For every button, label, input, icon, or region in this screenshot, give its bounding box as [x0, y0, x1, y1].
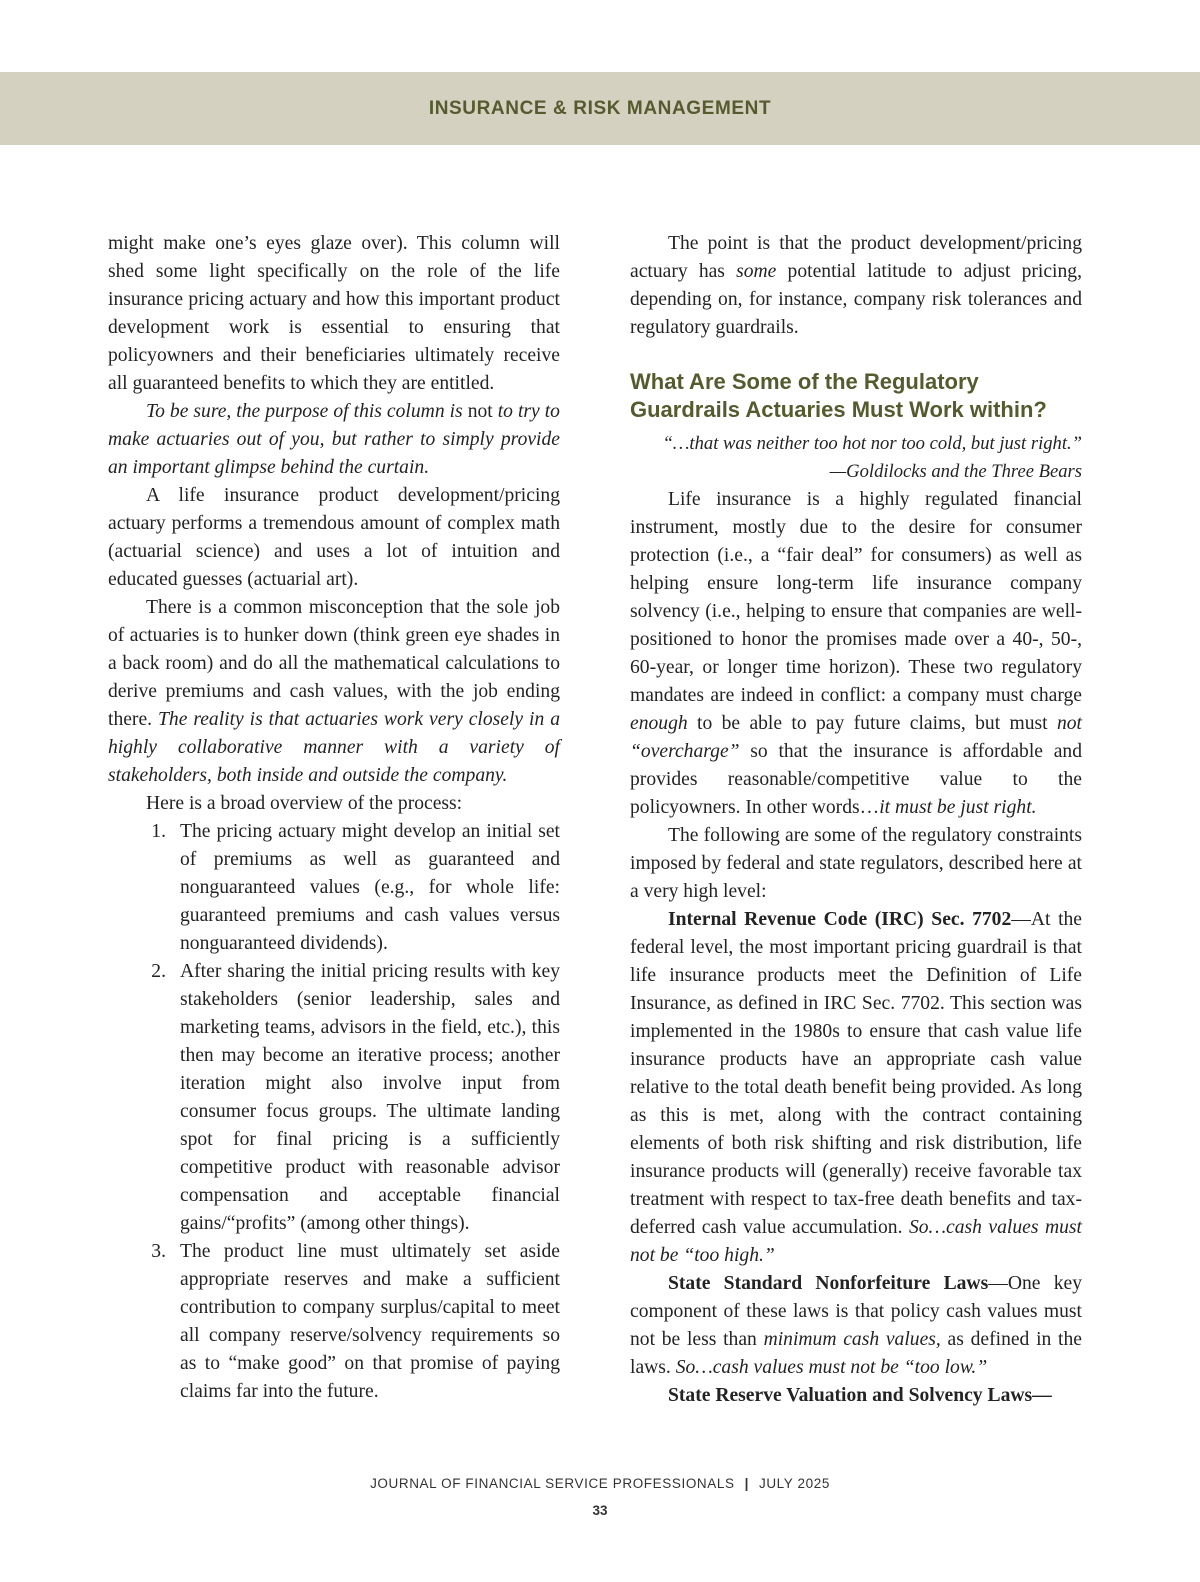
- list-text: The product line must ultimately set aside appropriate reserves and make a sufficient contribution to company surplus/capital to meet all company reserve/solvency requirements so as to “make good” on that promise of paying claims far into the future.: [180, 1241, 560, 1402]
- text: —At the federal level, the most important pricing guardrail is that life insurance products meet the Definition of Life Insurance, as defined in IRC Sec. 7702. This section was implemented in the 1980s to ensure that cash value life insurance products have an appropriate cash value relative to the total death benefit being provided. As long as this is met, along with the contract containing elements of both risk shifting and risk distribution, life insurance products will (generally) receive favorable tax treatment with respect to tax-free death benefits and tax-deferred cash value accumulation.: [630, 909, 1082, 1238]
- bold-text: Internal Revenue Code (IRC) Sec. 7702: [668, 909, 1012, 930]
- paragraph: might make one’s eyes glaze over). This column will shed some light specifically on the role of the life insurance pricing actuary and how this important product development work is essential to ensuring that policyowners and their beneficiaries ultimately receive all guaranteed benefits to which they are entitled.: [108, 233, 560, 394]
- list-number: 1.: [151, 821, 166, 842]
- page-number: 33: [592, 1503, 608, 1518]
- list-item: [108, 1238, 560, 1406]
- left-column: [108, 230, 560, 1406]
- text: to be able to pay future claims, but must: [687, 713, 1057, 734]
- list-number: 2.: [151, 961, 166, 982]
- paragraph: [630, 906, 1082, 1270]
- italic-text: To be sure, the purpose of this column is: [146, 401, 463, 422]
- text: The point is that the product development/pricing actuary has: [630, 233, 1082, 282]
- right-column: [630, 230, 1082, 1410]
- italic-text: not “overcharge”: [630, 713, 1082, 762]
- paragraph: A life insurance product development/pricing actuary performs a tremendous amount of complex math (actuarial science) and uses a lot of intuition and educated guesses (actuarial art).: [108, 485, 560, 590]
- italic-text: enough: [630, 713, 688, 734]
- list-text: The pricing actuary might develop an initial set of premiums as well as guaranteed and nonguaranteed values (e.g., for whole life: guaranteed premiums and cash values versus nonguaranteed dividends).: [180, 821, 560, 954]
- list-number: 3.: [151, 1241, 166, 1262]
- paragraph: Here is a broad overview of the process:: [146, 793, 463, 814]
- paragraph: [630, 486, 1082, 822]
- section-label: INSURANCE & RISK MANAGEMENT: [428, 97, 772, 119]
- italic-text: So…cash values must not be “too low.”: [675, 1357, 988, 1378]
- text: There is a common misconception that the sole job of actuaries is to hunker down (think green eye shades in a back room) and do all the mathematical calculations to derive premiums and cash values, with the job ending there.: [108, 597, 560, 730]
- text: —: [1032, 1385, 1052, 1406]
- journal-name: JOURNAL OF FINANCIAL SERVICE PROFESSIONALS: [370, 1476, 735, 1491]
- text: potential latitude to adjust pricing, depending on, for instance, company risk tolerances and regulatory guardrails.: [630, 261, 1082, 338]
- list-item: [108, 818, 560, 958]
- text: —One key component of these laws is that policy cash values must not be less than: [630, 1273, 1082, 1350]
- list-item: [108, 958, 560, 1238]
- text: not: [462, 401, 498, 422]
- epigraph-quote: “…that was neither too hot nor too cold, but just right.”: [662, 433, 1082, 454]
- footer-separator: |: [744, 1476, 749, 1491]
- bold-text: State Standard Nonforfeiture Laws: [668, 1273, 989, 1294]
- text: as defined in the laws.: [630, 1329, 1082, 1378]
- italic-text: So…cash values must not be “too high.”: [630, 1217, 1082, 1266]
- text: so that the insurance is affordable and provides reasonable/competitive value to the policyowners. In other words…: [630, 741, 1082, 818]
- section-header-band: [0, 72, 1200, 145]
- italic-text: it must be just right.: [879, 797, 1037, 818]
- paragraph: [630, 1382, 1082, 1410]
- italic-text: to try to make actuaries out of you, but rather to simply provide an important glimpse behind the curtain.: [108, 401, 560, 478]
- bold-text: State Reserve Valuation and Solvency Laws: [668, 1385, 1033, 1406]
- italic-text: some: [736, 261, 777, 282]
- paragraph: The following are some of the regulatory constraints imposed by federal and state regulators, described here at a very high level:: [630, 825, 1082, 902]
- paragraph: [108, 594, 560, 790]
- text: Life insurance is a highly regulated financial instrument, mostly due to the desire for consumer protection (i.e., a “fair deal” for consumers) as well as helping ensure long-term life insurance company solvency (i.e., helping to ensure that companies are well-positioned to honor the promises made over a 40-, 50-, 60-year, or longer time horizon). These two regulatory mandates are indeed in conflict: a company must charge: [630, 489, 1082, 706]
- italic-text: minimum cash values,: [763, 1329, 941, 1350]
- process-list: [108, 818, 560, 1406]
- issue-date: JULY 2025: [758, 1476, 830, 1491]
- paragraph: [630, 1270, 1082, 1382]
- epigraph-attribution: —Goldilocks and the Three Bears: [829, 461, 1082, 482]
- paragraph: [630, 230, 1082, 342]
- section-heading: What Are Some of the Regulatory Guardrails Actuaries Must Work within?: [630, 369, 1047, 422]
- paragraph: [108, 398, 560, 482]
- list-text: After sharing the initial pricing results with key stakeholders (senior leadership, sales and marketing teams, advisors in the field, etc.), this then may become an iterative process; another iteration might also involve input from consumer focus groups. The ultimate landing spot for final pricing is a sufficiently competitive product with reasonable advisor compensation and acceptable financial gains/“profits” (among other things).: [180, 961, 560, 1234]
- italic-text: The reality is that actuaries work very closely in a highly collaborative manner with a variety of stakeholders, both inside and outside the company.: [108, 709, 560, 786]
- page-footer: [0, 1476, 1200, 1491]
